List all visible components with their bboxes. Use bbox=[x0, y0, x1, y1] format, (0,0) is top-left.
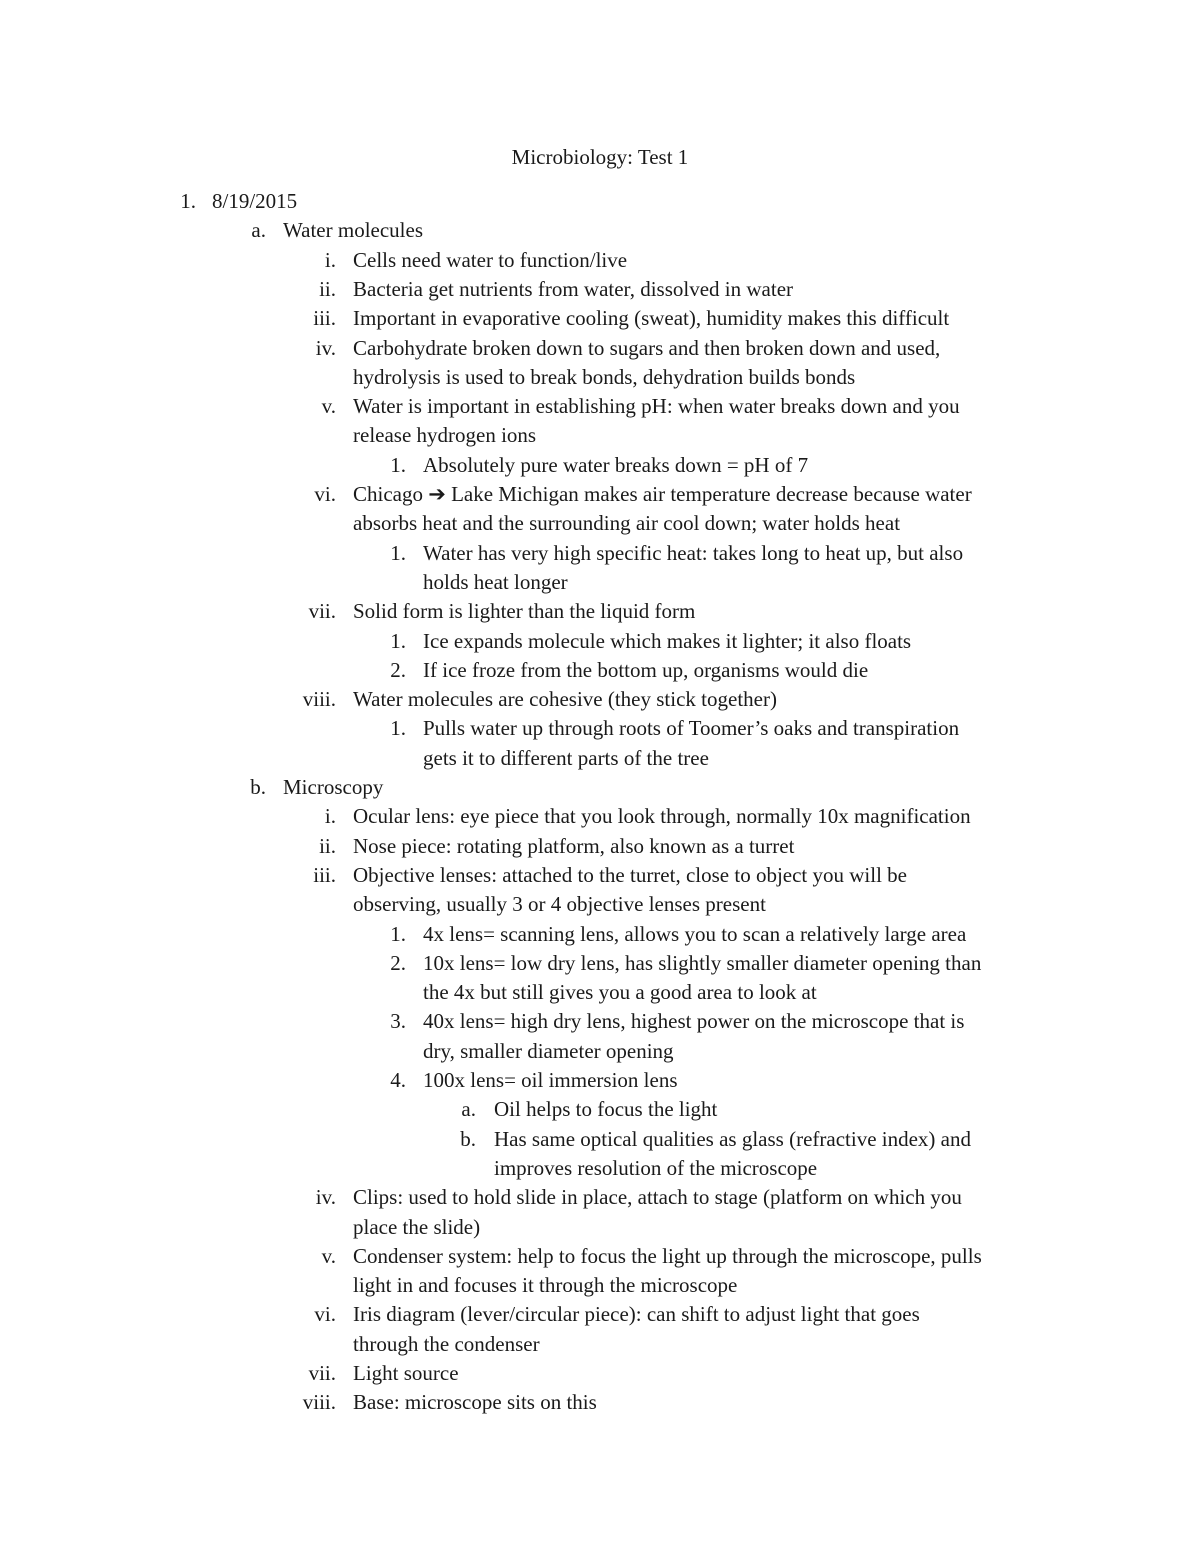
item-text: absorbs heat and the surrounding air cool down; water holds heat bbox=[353, 511, 901, 536]
item-marker: a. bbox=[251, 218, 266, 243]
item-marker: b. bbox=[250, 775, 266, 799]
item-marker: iii. bbox=[313, 306, 336, 331]
item-text: Objective lenses: attached to the turret, close to object you will be bbox=[353, 862, 907, 887]
item-text: place the slide) bbox=[353, 1214, 481, 1239]
item-text: Has same optical qualities as glass (refractive index) and bbox=[494, 1126, 971, 1151]
item-text: Ice expands molecule which makes it lighter; it also floats bbox=[423, 628, 912, 653]
item-marker: 1. bbox=[180, 189, 196, 213]
item-text: Light source bbox=[353, 1361, 459, 1385]
item-text: 40x lens= high dry lens, highest power on the microscope that is bbox=[423, 1009, 965, 1034]
item-marker: ii. bbox=[319, 276, 336, 301]
item-text: Water molecules bbox=[283, 218, 423, 243]
item-marker: vii. bbox=[308, 1361, 336, 1385]
page-title: Microbiology: Test 1 bbox=[511, 145, 689, 169]
item-text: Absolutely pure water breaks down = pH of 7 bbox=[423, 452, 809, 477]
item-marker: vii. bbox=[308, 599, 336, 624]
item-text: Base: microscope sits on this bbox=[353, 1390, 597, 1415]
item-text: Bacteria get nutrients from water, dissolved in water bbox=[353, 276, 794, 301]
item-text: Chicago ➔ Lake Michigan makes air temperature decrease because water bbox=[353, 482, 972, 506]
item-text: Water molecules are cohesive (they stick together) bbox=[353, 687, 777, 712]
item-text: release hydrogen ions bbox=[353, 423, 537, 448]
item-marker: vi. bbox=[314, 482, 336, 506]
item-marker: iii. bbox=[313, 862, 336, 887]
item-text: Cells need water to function/live bbox=[353, 247, 628, 272]
item-text: observing, usually 3 or 4 objective lenses present bbox=[353, 892, 766, 917]
item-text: Ocular lens: eye piece that you look through, normally 10x magnification bbox=[353, 804, 971, 829]
item-marker: iv. bbox=[315, 1185, 336, 1210]
item-marker: iv. bbox=[315, 335, 336, 360]
item-marker: viii. bbox=[302, 687, 336, 712]
item-text: 100x lens= oil immersion lens bbox=[423, 1068, 678, 1092]
item-marker: a. bbox=[461, 1097, 476, 1122]
item-text: If ice froze from the bottom up, organisms would die bbox=[423, 657, 869, 682]
item-marker: 1. bbox=[390, 452, 406, 477]
item-text: Microscopy bbox=[283, 775, 384, 799]
item-marker: 3. bbox=[390, 1009, 406, 1034]
item-text: hydrolysis is used to break bonds, dehydration builds bonds bbox=[353, 364, 856, 389]
item-text: Pulls water up through roots of Toomer’s oaks and transpiration bbox=[423, 716, 960, 741]
item-text: Water is important in establishing pH: when water breaks down and you bbox=[353, 394, 960, 419]
item-text: 4x lens= scanning lens, allows you to scan a relatively large area bbox=[423, 921, 967, 946]
item-marker: 1. bbox=[390, 628, 406, 653]
item-marker: ii. bbox=[319, 833, 336, 858]
item-text: through the condenser bbox=[353, 1331, 540, 1356]
item-marker: 2. bbox=[390, 950, 406, 975]
item-text: Important in evaporative cooling (sweat), humidity makes this difficult bbox=[353, 306, 950, 331]
item-marker: 1. bbox=[390, 716, 406, 741]
item-marker: i. bbox=[324, 247, 336, 272]
item-marker: vi. bbox=[314, 1302, 336, 1327]
item-marker: 2. bbox=[390, 657, 406, 682]
item-marker: 1. bbox=[390, 921, 406, 946]
item-marker: 4. bbox=[390, 1068, 406, 1092]
item-text: gets it to different parts of the tree bbox=[423, 745, 709, 770]
item-text: dry, smaller diameter opening bbox=[423, 1038, 674, 1063]
item-marker: v. bbox=[321, 1243, 336, 1268]
item-text: Clips: used to hold slide in place, attach to stage (platform on which you bbox=[353, 1185, 962, 1210]
item-text: the 4x but still gives you a good area to look at bbox=[423, 980, 817, 1005]
item-marker: i. bbox=[324, 804, 336, 829]
item-marker: viii. bbox=[302, 1390, 336, 1415]
item-text: Water has very high specific heat: takes long to heat up, but also bbox=[423, 540, 964, 565]
item-text: Nose piece: rotating platform, also known as a turret bbox=[353, 833, 795, 858]
item-marker: 1. bbox=[390, 540, 406, 565]
item-text: light in and focuses it through the microscope bbox=[353, 1273, 738, 1298]
item-text: Condenser system: help to focus the light up through the microscope, pulls bbox=[353, 1243, 982, 1268]
item-text: Iris diagram (lever/circular piece): can shift to adjust light that goes bbox=[353, 1302, 920, 1327]
item-text: Solid form is lighter than the liquid form bbox=[353, 599, 696, 624]
item-text: holds heat longer bbox=[423, 569, 568, 594]
item-text: Carbohydrate broken down to sugars and then broken down and used, bbox=[353, 335, 941, 360]
item-text: improves resolution of the microscope bbox=[494, 1155, 818, 1180]
item-marker: b. bbox=[460, 1126, 476, 1151]
item-text: Oil helps to focus the light bbox=[494, 1097, 718, 1122]
item-text: 8/19/2015 bbox=[212, 189, 298, 213]
item-marker: v. bbox=[321, 394, 336, 419]
item-text: 10x lens= low dry lens, has slightly smaller diameter opening than bbox=[423, 950, 982, 975]
